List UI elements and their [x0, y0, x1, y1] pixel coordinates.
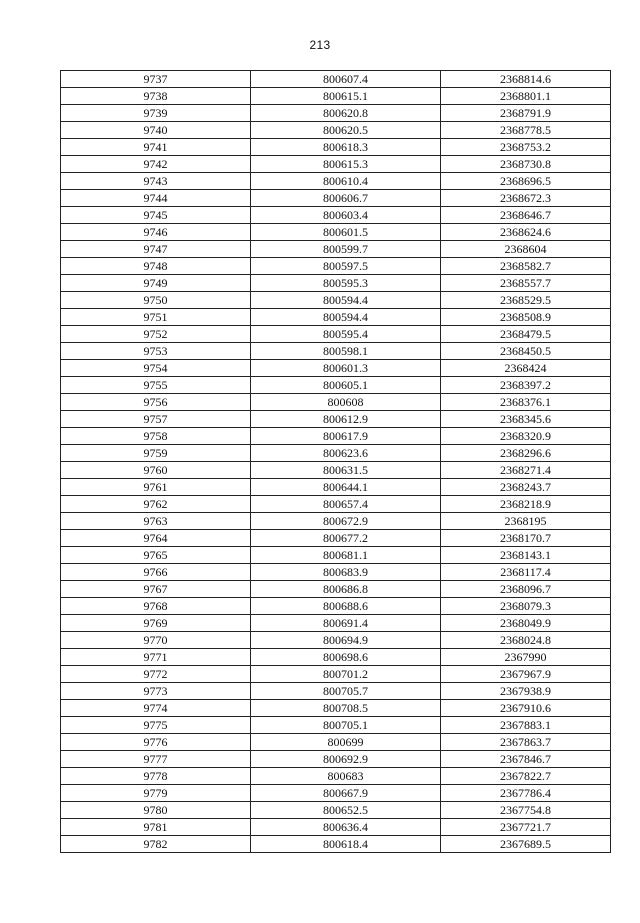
y-coordinate-cell: 2368170.7	[441, 530, 611, 547]
y-coordinate-cell: 2367883.1	[441, 717, 611, 734]
x-coordinate-cell: 800595.3	[251, 275, 441, 292]
table-row	[61, 88, 611, 105]
table-row	[61, 139, 611, 156]
table-row	[61, 547, 611, 564]
table-row	[61, 445, 611, 462]
x-coordinate-cell: 800618.4	[251, 836, 441, 853]
point-id-cell: 9740	[61, 122, 251, 139]
x-coordinate-cell: 800605.1	[251, 377, 441, 394]
point-id-cell: 9781	[61, 819, 251, 836]
y-coordinate-cell: 2367754.8	[441, 802, 611, 819]
point-id-cell: 9755	[61, 377, 251, 394]
y-coordinate-cell: 2367721.7	[441, 819, 611, 836]
table-row	[61, 71, 611, 88]
point-id-cell: 9757	[61, 411, 251, 428]
table-row	[61, 326, 611, 343]
x-coordinate-cell: 800708.5	[251, 700, 441, 717]
point-id-cell: 9779	[61, 785, 251, 802]
table-row	[61, 275, 611, 292]
y-coordinate-cell: 2368696.5	[441, 173, 611, 190]
table-row	[61, 377, 611, 394]
x-coordinate-cell: 800607.4	[251, 71, 441, 88]
x-coordinate-cell: 800606.7	[251, 190, 441, 207]
coordinate-table-body	[61, 71, 611, 853]
table-row	[61, 241, 611, 258]
x-coordinate-cell: 800620.5	[251, 122, 441, 139]
point-id-cell: 9748	[61, 258, 251, 275]
x-coordinate-cell: 800599.7	[251, 241, 441, 258]
x-coordinate-cell: 800699	[251, 734, 441, 751]
y-coordinate-cell: 2367786.4	[441, 785, 611, 802]
point-id-cell: 9776	[61, 734, 251, 751]
x-coordinate-cell: 800683.9	[251, 564, 441, 581]
y-coordinate-cell: 2368604	[441, 241, 611, 258]
y-coordinate-cell: 2367990	[441, 649, 611, 666]
y-coordinate-cell: 2367689.5	[441, 836, 611, 853]
x-coordinate-cell: 800652.5	[251, 802, 441, 819]
x-coordinate-cell: 800698.6	[251, 649, 441, 666]
y-coordinate-cell: 2367938.9	[441, 683, 611, 700]
table-row	[61, 632, 611, 649]
table-row	[61, 717, 611, 734]
point-id-cell: 9754	[61, 360, 251, 377]
table-row	[61, 683, 611, 700]
y-coordinate-cell: 2368730.8	[441, 156, 611, 173]
y-coordinate-cell: 2368801.1	[441, 88, 611, 105]
x-coordinate-cell: 800681.1	[251, 547, 441, 564]
y-coordinate-cell: 2367910.6	[441, 700, 611, 717]
table-row	[61, 343, 611, 360]
point-id-cell: 9774	[61, 700, 251, 717]
y-coordinate-cell: 2368376.1	[441, 394, 611, 411]
table-row	[61, 258, 611, 275]
table-row	[61, 785, 611, 802]
x-coordinate-cell: 800594.4	[251, 309, 441, 326]
y-coordinate-cell: 2368243.7	[441, 479, 611, 496]
point-id-cell: 9777	[61, 751, 251, 768]
point-id-cell: 9746	[61, 224, 251, 241]
table-row	[61, 530, 611, 547]
point-id-cell: 9764	[61, 530, 251, 547]
table-row	[61, 292, 611, 309]
point-id-cell: 9749	[61, 275, 251, 292]
table-row	[61, 190, 611, 207]
y-coordinate-cell: 2368195	[441, 513, 611, 530]
point-id-cell: 9766	[61, 564, 251, 581]
table-row	[61, 564, 611, 581]
y-coordinate-cell: 2368079.3	[441, 598, 611, 615]
y-coordinate-cell: 2368582.7	[441, 258, 611, 275]
point-id-cell: 9769	[61, 615, 251, 632]
x-coordinate-cell: 800631.5	[251, 462, 441, 479]
table-row	[61, 122, 611, 139]
x-coordinate-cell: 800618.3	[251, 139, 441, 156]
point-id-cell: 9745	[61, 207, 251, 224]
table-row	[61, 360, 611, 377]
x-coordinate-cell: 800612.9	[251, 411, 441, 428]
point-id-cell: 9775	[61, 717, 251, 734]
point-id-cell: 9765	[61, 547, 251, 564]
x-coordinate-cell: 800615.3	[251, 156, 441, 173]
point-id-cell: 9778	[61, 768, 251, 785]
y-coordinate-cell: 2368624.6	[441, 224, 611, 241]
y-coordinate-cell: 2368143.1	[441, 547, 611, 564]
point-id-cell: 9758	[61, 428, 251, 445]
x-coordinate-cell: 800617.9	[251, 428, 441, 445]
y-coordinate-cell: 2367846.7	[441, 751, 611, 768]
x-coordinate-cell: 800691.4	[251, 615, 441, 632]
x-coordinate-cell: 800692.9	[251, 751, 441, 768]
point-id-cell: 9742	[61, 156, 251, 173]
point-id-cell: 9756	[61, 394, 251, 411]
y-coordinate-cell: 2368778.5	[441, 122, 611, 139]
x-coordinate-cell: 800667.9	[251, 785, 441, 802]
table-row	[61, 666, 611, 683]
point-id-cell: 9751	[61, 309, 251, 326]
x-coordinate-cell: 800705.1	[251, 717, 441, 734]
x-coordinate-cell: 800610.4	[251, 173, 441, 190]
table-row	[61, 700, 611, 717]
point-id-cell: 9771	[61, 649, 251, 666]
x-coordinate-cell: 800620.8	[251, 105, 441, 122]
y-coordinate-cell: 2368557.7	[441, 275, 611, 292]
x-coordinate-cell: 800705.7	[251, 683, 441, 700]
table-row	[61, 496, 611, 513]
x-coordinate-cell: 800601.5	[251, 224, 441, 241]
table-row	[61, 751, 611, 768]
y-coordinate-cell: 2368345.6	[441, 411, 611, 428]
y-coordinate-cell: 2368218.9	[441, 496, 611, 513]
table-row	[61, 768, 611, 785]
point-id-cell: 9772	[61, 666, 251, 683]
table-row	[61, 207, 611, 224]
table-row	[61, 309, 611, 326]
y-coordinate-cell: 2368024.8	[441, 632, 611, 649]
point-id-cell: 9738	[61, 88, 251, 105]
x-coordinate-cell: 800615.1	[251, 88, 441, 105]
point-id-cell: 9773	[61, 683, 251, 700]
table-row	[61, 156, 611, 173]
point-id-cell: 9782	[61, 836, 251, 853]
x-coordinate-cell: 800701.2	[251, 666, 441, 683]
x-coordinate-cell: 800597.5	[251, 258, 441, 275]
table-row	[61, 802, 611, 819]
point-id-cell: 9762	[61, 496, 251, 513]
y-coordinate-cell: 2368049.9	[441, 615, 611, 632]
x-coordinate-cell: 800608	[251, 394, 441, 411]
y-coordinate-cell: 2368424	[441, 360, 611, 377]
x-coordinate-cell: 800672.9	[251, 513, 441, 530]
y-coordinate-cell: 2368397.2	[441, 377, 611, 394]
point-id-cell: 9760	[61, 462, 251, 479]
point-id-cell: 9761	[61, 479, 251, 496]
point-id-cell: 9752	[61, 326, 251, 343]
table-row	[61, 615, 611, 632]
x-coordinate-cell: 800677.2	[251, 530, 441, 547]
y-coordinate-cell: 2368479.5	[441, 326, 611, 343]
point-id-cell: 9767	[61, 581, 251, 598]
x-coordinate-cell: 800657.4	[251, 496, 441, 513]
x-coordinate-cell: 800623.6	[251, 445, 441, 462]
x-coordinate-cell: 800636.4	[251, 819, 441, 836]
x-coordinate-cell: 800686.8	[251, 581, 441, 598]
y-coordinate-cell: 2368320.9	[441, 428, 611, 445]
table-row	[61, 649, 611, 666]
point-id-cell: 9737	[61, 71, 251, 88]
table-row	[61, 173, 611, 190]
y-coordinate-cell: 2368646.7	[441, 207, 611, 224]
y-coordinate-cell: 2368271.4	[441, 462, 611, 479]
point-id-cell: 9768	[61, 598, 251, 615]
point-id-cell: 9763	[61, 513, 251, 530]
point-id-cell: 9743	[61, 173, 251, 190]
y-coordinate-cell: 2368508.9	[441, 309, 611, 326]
y-coordinate-cell: 2368791.9	[441, 105, 611, 122]
table-row	[61, 428, 611, 445]
table-row	[61, 394, 611, 411]
x-coordinate-cell: 800595.4	[251, 326, 441, 343]
table-row	[61, 598, 611, 615]
y-coordinate-cell: 2367967.9	[441, 666, 611, 683]
point-id-cell: 9759	[61, 445, 251, 462]
point-id-cell: 9739	[61, 105, 251, 122]
table-row	[61, 105, 611, 122]
x-coordinate-cell: 800603.4	[251, 207, 441, 224]
y-coordinate-cell: 2368672.3	[441, 190, 611, 207]
coordinate-table	[60, 70, 611, 853]
point-id-cell: 9780	[61, 802, 251, 819]
x-coordinate-cell: 800683	[251, 768, 441, 785]
point-id-cell: 9770	[61, 632, 251, 649]
table-row	[61, 411, 611, 428]
point-id-cell: 9744	[61, 190, 251, 207]
y-coordinate-cell: 2368117.4	[441, 564, 611, 581]
point-id-cell: 9753	[61, 343, 251, 360]
y-coordinate-cell: 2368814.6	[441, 71, 611, 88]
y-coordinate-cell: 2368753.2	[441, 139, 611, 156]
y-coordinate-cell: 2367863.7	[441, 734, 611, 751]
table-row	[61, 479, 611, 496]
table-row	[61, 581, 611, 598]
x-coordinate-cell: 800694.9	[251, 632, 441, 649]
x-coordinate-cell: 800601.3	[251, 360, 441, 377]
x-coordinate-cell: 800688.6	[251, 598, 441, 615]
y-coordinate-cell: 2368296.6	[441, 445, 611, 462]
x-coordinate-cell: 800644.1	[251, 479, 441, 496]
point-id-cell: 9747	[61, 241, 251, 258]
table-row	[61, 513, 611, 530]
y-coordinate-cell: 2368450.5	[441, 343, 611, 360]
x-coordinate-cell: 800594.4	[251, 292, 441, 309]
table-row	[61, 819, 611, 836]
y-coordinate-cell: 2367822.7	[441, 768, 611, 785]
page-number: 213	[309, 38, 331, 52]
point-id-cell: 9750	[61, 292, 251, 309]
table-row	[61, 836, 611, 853]
y-coordinate-cell: 2368529.5	[441, 292, 611, 309]
x-coordinate-cell: 800598.1	[251, 343, 441, 360]
table-row	[61, 462, 611, 479]
point-id-cell: 9741	[61, 139, 251, 156]
table-row	[61, 224, 611, 241]
y-coordinate-cell: 2368096.7	[441, 581, 611, 598]
table-row	[61, 734, 611, 751]
